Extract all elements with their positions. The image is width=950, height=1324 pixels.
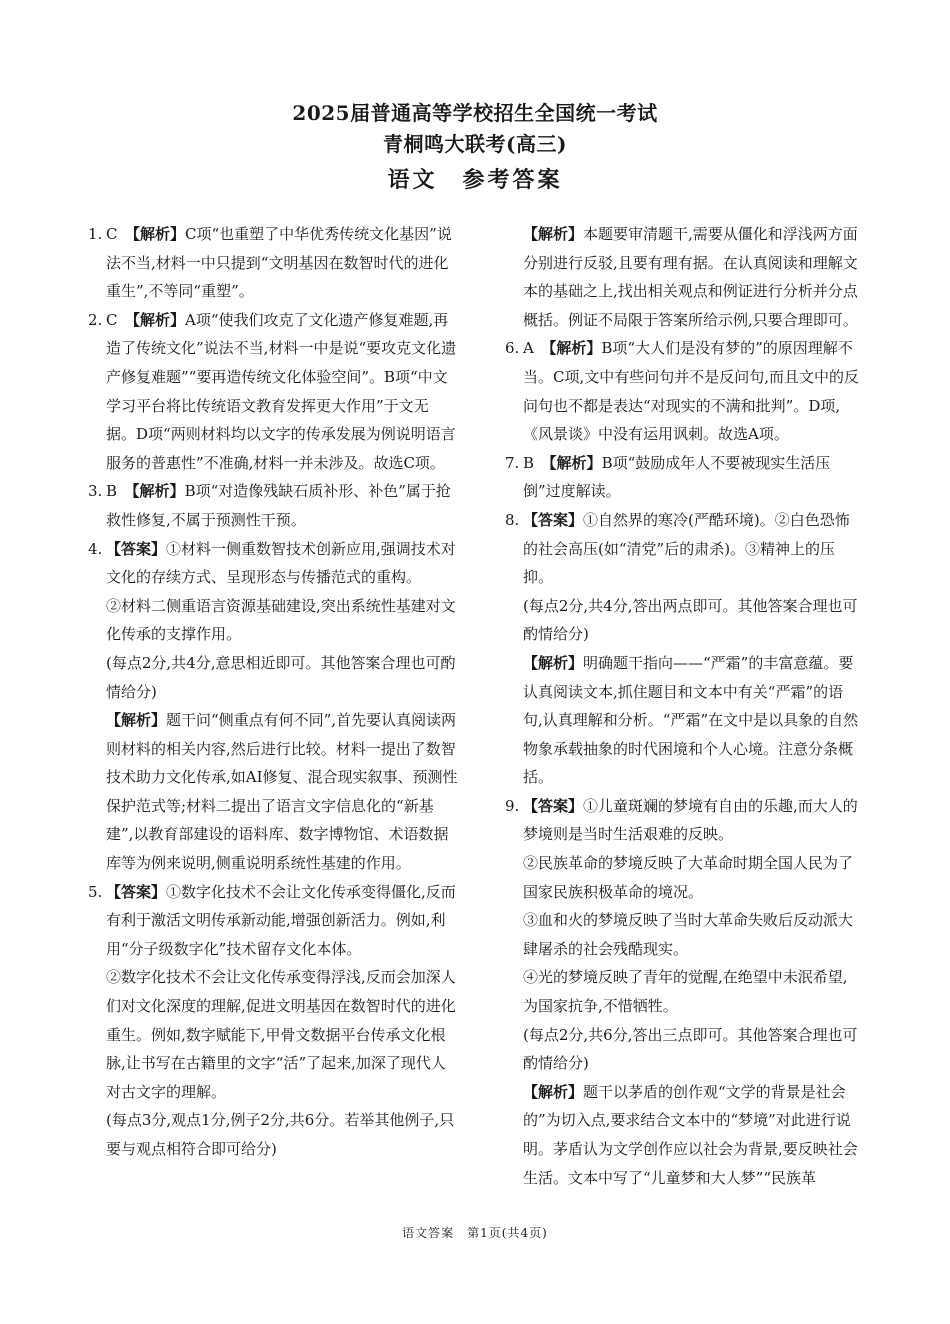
answer-point (106, 535, 458, 592)
answer-paragraph (106, 477, 458, 534)
answer-choice: B (106, 482, 118, 501)
answer-choice: B (523, 453, 535, 472)
left-column (88, 220, 458, 1164)
analysis-tag: 【解析】 (523, 653, 584, 672)
question-number: 4. (88, 539, 103, 558)
answer-point: ②民族革命的梦境反映了大革命时期全国人民为了国家民族积极革命的境况。 (523, 854, 854, 901)
analysis-text: B项“对造像残缺石质补形、补色”属于抢救性修复,不属于预测性干预。 (106, 482, 451, 529)
answer-point: ③血和火的梦境反映了当时大革命失败后反动派大肆屠杀的社会残酷现实。 (523, 911, 854, 958)
answer-point-text: ①材料一侧重数智技术创新应用,强调技术对文化的存续方式、呈现形态与传播范式的重构。 (106, 539, 456, 587)
question-number: 5. (88, 882, 103, 901)
analysis-tag: 【解析】 (106, 711, 167, 730)
answer-tag: 【答案】 (106, 882, 167, 901)
analysis-tag: 【解析】 (523, 225, 584, 243)
answer-paragraph (523, 449, 862, 506)
answer-tag: 【答案】 (523, 510, 584, 529)
analysis-tag: 【解析】 (523, 1082, 584, 1101)
question-number: 6. (505, 339, 520, 358)
question-6 (505, 334, 862, 448)
question-number: 8. (505, 510, 520, 529)
answer-paragraph (523, 334, 862, 448)
question-number: 3. (88, 482, 103, 501)
exam-subtitle: 青桐鸣大联考(高三) (383, 132, 567, 156)
answer-point-text: ①数字化技术不会让文化传承变得僵化,反而有利于激活文明传承新动能,增强创新活力。例如,利用“分子级数字化”技术留存文化本体。 (106, 882, 456, 958)
scoring-note: (每点2分,共6分,答出三点即可。其他答案合理也可酌情给分) (523, 1025, 858, 1073)
question-number: 7. (505, 453, 520, 472)
answer-point (106, 878, 458, 964)
analysis-paragraph (523, 649, 862, 792)
scoring-note: (每点2分,共4分,意思相近即可。其他答案合理也可酌情给分) (106, 653, 456, 701)
question-1 (88, 220, 458, 306)
answer-choice: A (523, 339, 534, 358)
question-4 (88, 535, 458, 878)
answer-point: ④光的梦境反映了青年的觉醒,在绝望中未泯希望,为国家抗争,不惜牺牲。 (523, 968, 848, 1016)
question-3 (88, 477, 458, 534)
answer-tag: 【答案】 (106, 539, 167, 558)
scoring-note: (每点3分,观点1分,例子2分,共6分。若举其他例子,只要与观点相符合即可给分) (106, 1111, 455, 1158)
answer-point (523, 506, 862, 592)
answer-paragraph (106, 306, 458, 478)
analysis-text: 本题要审清题干,需要从僵化和浮浅两方面分别进行反驳,且要有理有据。在认真阅读和理解文本的基础之上,找出相关观点和例证进行分析并分点概括。例证不局限于答案所给示例,只要合理即可。 (523, 225, 858, 329)
answer-point: ②数字化技术不会让文化传承变得浮浅,反而会加深人们对文化深度的理解,促进文明基因在数智时代的进化重生。例如,数字赋能下,甲骨文数据平台传承文化根脉,让书写在古籍里的文字“活”了起来,加深了现代人对古文字的理解。 (106, 968, 456, 1101)
page-footer: 语文答案 第1页(共4页) (402, 1226, 548, 1240)
analysis-text: 题干问“侧重点有何不同”,首先要认真阅读两则材料的相关内容,然后进行比较。材料一提出了数智技术助力文化传承,如AI修复、混合现实叙事、预测性保护范式等;材料二提出了语言文字信息化的“新基建”,以教育部建设的语料库、数字博物馆、术语数据库等为例来说明,侧重说明系统性基建的作用。 (106, 711, 458, 873)
answer-point-text: ①儿童斑斓的梦境有自由的乐趣,而大人的梦境则是当时生活艰难的反映。 (523, 796, 858, 844)
analysis-paragraph (523, 1078, 862, 1192)
scoring-note: (每点2分,共4分,答出两点即可。其他答案合理也可酌情给分) (523, 596, 858, 644)
analysis-text: C项“也重塑了中华优秀传统文化基因”说法不当,材料一中只提到“文明基因在数智时代的进化重生”,不等同“重塑”。 (106, 225, 452, 301)
answer-choice: C (106, 310, 118, 329)
answer-point: ②材料二侧重语言资源基础建设,突出系统性基建对文化传承的支撑作用。 (106, 596, 456, 644)
question-9 (505, 792, 862, 1192)
analysis-tag: 【解析】 (548, 339, 602, 358)
analysis-tag: 【解析】 (549, 453, 602, 472)
question-8 (505, 506, 862, 792)
answer-paragraph (106, 220, 458, 306)
question-number: 2. (88, 310, 103, 329)
answer-point-text: ①自然界的寒冷(严酷环境)。②白色恐怖的社会高压(如“清党”后的肃杀)。③精神上的压抑。 (523, 510, 850, 587)
analysis-tag: 【解析】 (132, 310, 186, 329)
analysis-text: A项“使我们攻克了文化遗产修复难题,再造了传统文化”说法不当,材料一中是说“要攻克文化遗产修复难题”“要再造传统文化体验空间”。B项“中文学习平台将比传统语文教育发挥更大作用”于文无据。D项“两则材料均以文字的传承发展为例说明语言服务的普惠性”不准确,材料一并未涉及。故选C项。 (106, 310, 457, 472)
question-2 (88, 306, 458, 478)
analysis-text: 明确题干指向——“严霜”的丰富意蕴。要认真阅读文本,抓住题目和文本中有关“严霜”的语句,认真理解和分析。“严霜”在文中是以具象的自然物象承载抽象的时代困境和个人心境。注意分条概括。 (523, 653, 859, 787)
right-column (505, 220, 862, 1192)
question-5 (88, 878, 458, 1164)
question-7 (505, 449, 862, 506)
analysis-text: B项“大人们是没有梦的”的原因理解不当。C项,文中有些问句并不是反问句,而且文中的反问句也不都是表达“对现实的不满和批判”。D项,《风景谈》中没有运用讽刺。故选A项。 (523, 339, 860, 444)
analysis-tag: 【解析】 (132, 225, 186, 243)
exam-title: 2025届普通高等学校招生全国统一考试 (292, 101, 658, 125)
answer-point (523, 792, 862, 849)
answer-tag: 【答案】 (523, 796, 584, 815)
analysis-tag: 【解析】 (132, 482, 185, 501)
answer-choice: C (106, 225, 118, 243)
analysis-text: 题干以茅盾的创作观“文学的背景是社会的”为切入点,要求结合文本中的“梦境”对此进行说明。茅盾认为文学创作应以社会为背景,要反映社会生活。文本中写了“儿童梦和大人梦”“民族革 (523, 1082, 858, 1187)
q5-analysis-paragraph (505, 220, 862, 334)
answer-key-title: 语文 参考答案 (387, 167, 563, 193)
analysis-paragraph (106, 706, 458, 878)
analysis-text: B项“鼓励成年人不要被现实生活压倒”过度解读。 (523, 453, 831, 501)
question-number: 9. (505, 796, 520, 815)
question-number: 1. (88, 225, 103, 243)
